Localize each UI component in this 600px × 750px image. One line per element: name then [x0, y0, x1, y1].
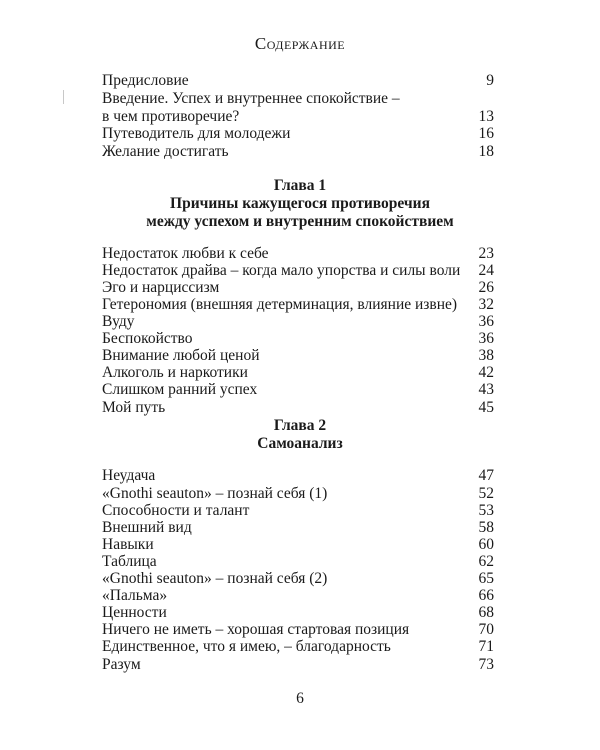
toc-entry-label: «Gnothi seauton» – познай себя (2)	[102, 570, 328, 587]
toc-entry-label: Таблица	[102, 553, 157, 570]
toc-entry-label: Слишком ранний успех	[102, 381, 258, 398]
toc-entry	[102, 536, 494, 554]
toc-entry	[102, 467, 494, 485]
toc-entry-label: Гетерономия (внешняя детерминация, влияние извне)	[102, 296, 458, 313]
toc-entry-page: 62	[478, 553, 494, 570]
chapter-1-title: Причины кажущегося противоречия	[170, 195, 430, 212]
toc-entry-label: Способности и талант	[102, 502, 250, 519]
toc-entry	[102, 296, 494, 314]
toc-entry-label: Навыки	[102, 536, 154, 553]
chapter-2-title: Самоанализ	[257, 435, 343, 452]
toc-entry-label: Недостаток драйва – когда мало упорства и силы воли	[102, 262, 461, 279]
toc-entry	[102, 656, 494, 674]
toc-entry-label: Недостаток любви к себе	[102, 245, 269, 262]
toc-entry	[102, 553, 494, 571]
toc-entry-page: 43	[478, 381, 494, 398]
toc-entry-page: 65	[478, 570, 494, 587]
toc-entry	[102, 90, 494, 108]
toc-entry-page: 45	[478, 399, 494, 416]
toc-entry-label: Алкоголь и наркотики	[102, 364, 248, 381]
toc-entry	[102, 347, 494, 365]
toc-entry	[102, 519, 494, 537]
toc-entry-label: «Пальма»	[102, 587, 168, 604]
toc-entry-page: 58	[478, 519, 494, 536]
toc-entry-page: 66	[478, 587, 494, 604]
toc-entry-page: 24	[478, 262, 494, 279]
toc-entry	[102, 143, 494, 161]
toc-entry-page: 26	[478, 279, 494, 296]
toc-entry-label: Внешний вид	[102, 519, 192, 536]
toc-entry-page: 70	[478, 621, 494, 638]
toc-entry-label: Разум	[102, 656, 141, 673]
toc-entry-page: 38	[478, 347, 494, 364]
toc-entry-page: 42	[478, 364, 494, 381]
toc-entry-page: 18	[478, 143, 494, 160]
toc-entry-page: 52	[478, 485, 494, 502]
toc-entry	[102, 485, 494, 503]
toc-entry-page: 68	[478, 604, 494, 621]
toc-entry-label: Желание достигать	[102, 143, 229, 160]
toc-entry-label: Внимание любой ценой	[102, 347, 260, 364]
toc-entry-label: Беспокойство	[102, 330, 193, 347]
toc-entry-label: Эго и нарциссизм	[102, 279, 220, 296]
toc-entry	[102, 72, 494, 90]
toc-entry	[102, 502, 494, 520]
toc-entry	[102, 604, 494, 622]
toc-entry	[102, 570, 494, 588]
toc-entry-label: Мой путь	[102, 399, 166, 416]
toc-entry-label: Единственное, что я имею, – благодарность	[102, 638, 391, 655]
toc-entry	[102, 399, 494, 417]
toc-entry-label: Вуду	[102, 313, 135, 330]
toc-entry	[102, 381, 494, 399]
toc-entry-page: 36	[478, 313, 494, 330]
toc-entry	[102, 364, 494, 382]
toc-entry-label: Введение. Успех и внутреннее спокойствие –	[102, 90, 400, 107]
toc-entry	[102, 313, 494, 331]
chapter-1-title-line2: между успехом и внутренним спокойствием	[146, 213, 454, 230]
toc-entry	[102, 621, 494, 639]
toc-entry	[102, 330, 494, 348]
toc-entry	[102, 245, 494, 263]
toc-entry-page: 9	[486, 72, 494, 89]
toc-entry-page: 16	[478, 125, 494, 142]
toc-entry-label: Ценности	[102, 604, 167, 621]
toc-entry	[102, 279, 494, 297]
toc-entry	[102, 638, 494, 656]
toc-entry	[102, 125, 494, 143]
chapter-2-heading: Глава 2	[273, 417, 327, 434]
toc-entry-label: в чем противоречие?	[102, 108, 240, 125]
toc-entry-label: Неудача	[102, 467, 156, 484]
toc-entry-label: Ничего не иметь – хорошая стартовая позиция	[102, 621, 410, 638]
toc-entry-label: Путеводитель для молодежи	[102, 125, 291, 142]
toc-entry-page: 13	[478, 108, 494, 125]
toc-entry-page: 47	[478, 467, 494, 484]
toc-entry-page: 73	[478, 656, 494, 673]
page-number: 6	[296, 690, 304, 707]
toc-entry-label: «Gnothi seauton» – познай себя (1)	[102, 485, 328, 502]
toc-entry	[102, 262, 494, 280]
toc-entry-page: 23	[478, 245, 494, 262]
chapter-1-heading: Глава 1	[273, 177, 327, 194]
toc-entry	[102, 108, 494, 126]
toc-entry-page: 53	[478, 502, 494, 519]
toc-entry-page: 60	[478, 536, 494, 553]
toc-entry-page: 32	[478, 296, 494, 313]
scan-margin-mark	[63, 90, 64, 104]
toc-entry	[102, 587, 494, 605]
toc-entry-page: 36	[478, 330, 494, 347]
toc-entry-label: Предисловие	[102, 72, 189, 89]
toc-title: Содержание	[254, 34, 346, 53]
toc-entry-page: 71	[478, 638, 494, 655]
